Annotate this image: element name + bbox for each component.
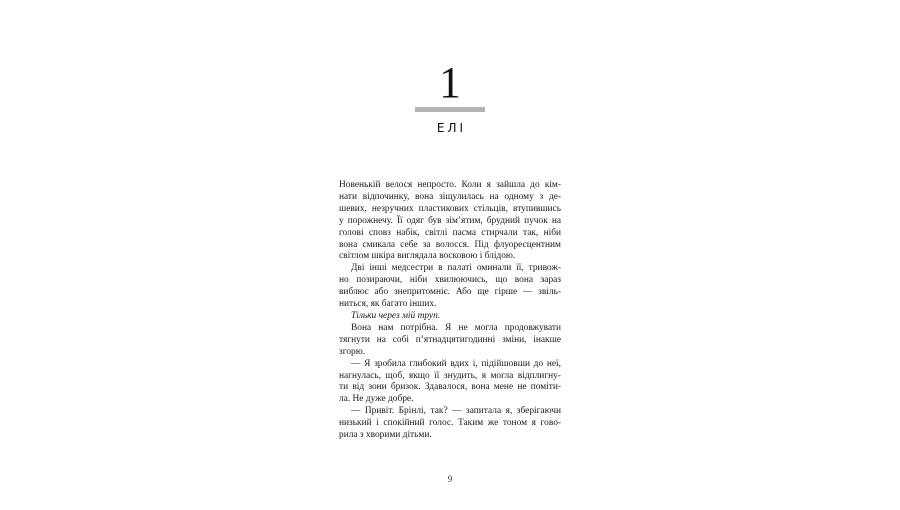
text-line: шевих, незручних пластикових стільців, втупившись — [339, 203, 561, 214]
text-line: — Я зробила глибокий вдих і, підійшовши до неї, — [351, 358, 561, 369]
text-line: нати відпочинку, вона зіщулилась на одному з де- — [339, 191, 561, 202]
text-line: рила з хворими дітьми. — [339, 430, 432, 441]
text-line: голові сповз набік, світлі пасма стирчали так, ніби — [339, 227, 561, 238]
chapter-number: 1 — [439, 58, 461, 107]
text-line: нагнулась, щоб, якщо її знудить, я могла відплигну- — [339, 370, 561, 381]
text-line: — Привіт. Брінлі, так? — запитала я, зберігаючи — [351, 406, 561, 417]
paragraph — [339, 323, 561, 359]
text-line: згорю. — [339, 346, 366, 357]
paragraph — [339, 180, 561, 263]
paragraph — [339, 263, 561, 311]
paragraph — [339, 406, 561, 442]
text-line: Тільки через мій труп. — [351, 310, 441, 321]
text-line: Новенькій велося непросто. Коли я зайшла до кім- — [339, 180, 561, 190]
chapter-title: ЕЛІ — [436, 121, 467, 135]
text-line: Дві інші медсестри в палаті оминали її, тривож- — [351, 263, 561, 274]
text-line: ла. Не дуже добре. — [339, 394, 414, 405]
text-line: ниться, як багато інших. — [339, 299, 437, 310]
paragraph — [339, 359, 561, 407]
text-line: низький і спокійний голос. Таким же тоном я гово- — [339, 418, 561, 429]
text-line: ти від зони бризок. Здавалося, вона мене не поміти- — [339, 382, 561, 393]
text-line: світлом шкіра виглядала восковою і блідою. — [339, 251, 516, 262]
text-line: тягнути на собі п’ятнадцятигодинні зміни, інакше — [339, 334, 561, 345]
chapter-divider — [415, 107, 485, 112]
text-line: вона смикала себе за волосся. Під флуоресцентним — [339, 239, 561, 250]
text-line: Вона нам потрібна. Я не могла продовжувати — [351, 322, 561, 333]
paragraph — [339, 311, 561, 323]
chapter-body — [339, 180, 561, 442]
text-line: виблює або знепритомніє. Або ще гірше — звіль- — [339, 287, 561, 298]
page-number: 9 — [447, 474, 453, 484]
text-line: но позираючи, ніби хвилюючись, що вона зараз — [339, 275, 561, 286]
text-line: у порожнечу. Її одяг був зім’ятим, брудний пучок на — [339, 215, 561, 226]
